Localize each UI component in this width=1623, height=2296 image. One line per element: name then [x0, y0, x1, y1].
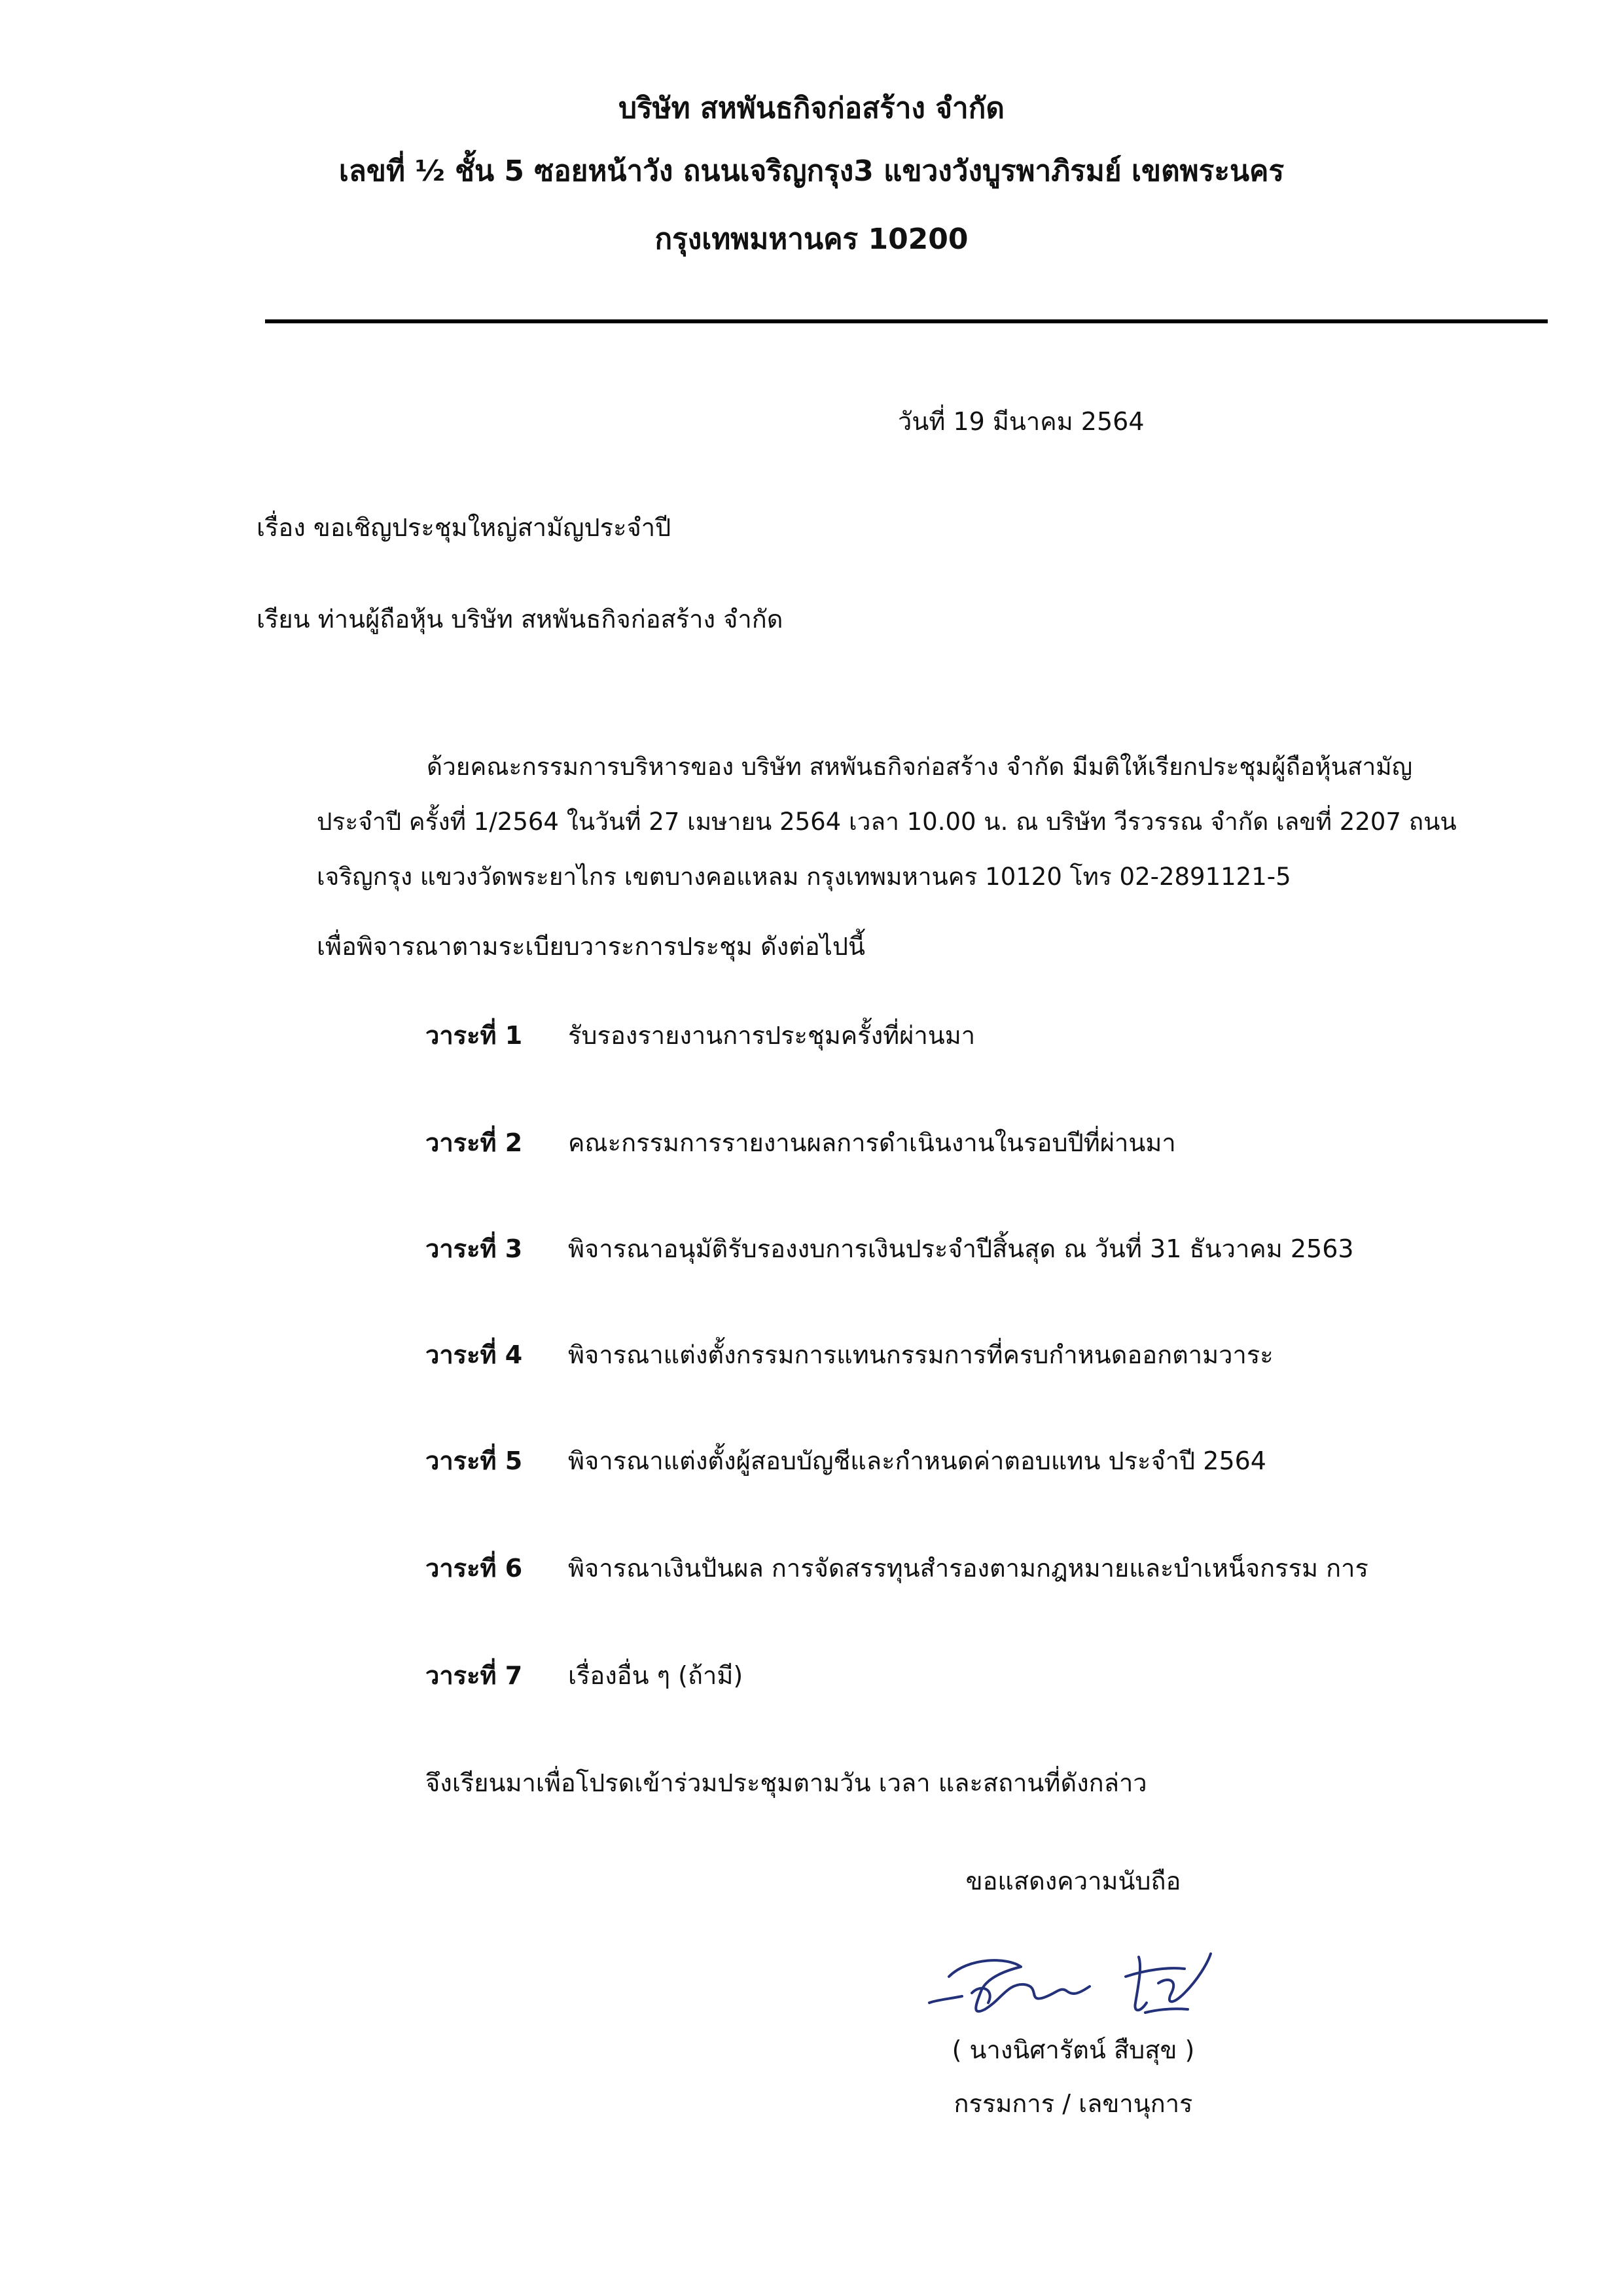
company-name: บริษัท สหพันธกิจก่อสร้าง จำกัด: [618, 92, 1005, 125]
agenda-text: พิจารณาอนุมัติรับรองงบการเงินประจำปีสิ้นสุด ณ วันที่ 31 ธันวาคม 2563: [568, 1234, 1354, 1263]
agenda-item: [425, 1127, 1176, 1159]
body-line-2: ประจำปี ครั้งที่ 1/2564 ในวันที่ 27 เมษายน 2564 เวลา 10.00 น. ณ บริษัท วีรวรรณ จำกัด เลขที่ 2207 ถนน: [317, 808, 1457, 836]
agenda-text: พิจารณาแต่งตั้งผู้สอบบัญชีและกำหนดค่าตอบแทน ประจำปี 2564: [568, 1446, 1266, 1475]
closing-regards: ขอแสดงความนับถือ: [965, 1867, 1181, 1895]
agenda-number: วาระที่ 5: [425, 1446, 523, 1475]
agenda-number: วาระที่ 1: [425, 1021, 523, 1050]
company-city: กรุงเทพมหานคร 10200: [654, 223, 969, 256]
agenda-text: เรื่องอื่น ๆ (ถ้ามี): [568, 1661, 743, 1690]
body-line-3: เจริญกรุง แขวงวัดพระยาไกร เขตบางคอแหลม กรุงเทพมหานคร 10120 โทร 02-2891121-5: [317, 863, 1291, 891]
closing-sentence: จึงเรียนมาเพื่อโปรดเข้าร่วมประชุมตามวัน เวลา และสถานที่ดังกล่าว: [425, 1768, 1147, 1797]
signer-title: กรรมการ / เลขานุการ: [954, 2089, 1193, 2118]
letter-recipient: เรียน ท่านผู้ถือหุ้น บริษัท สหพันธกิจก่อสร้าง จำกัด: [257, 605, 783, 634]
agenda-item: [425, 1020, 975, 1052]
agenda-text: รับรองรายงานการประชุมครั้งที่ผ่านมา: [568, 1021, 976, 1050]
agenda-item: [425, 1445, 1266, 1477]
signer-name: ( นางนิศารัตน์ สืบสุข ): [952, 2036, 1195, 2064]
agenda-number: วาระที่ 4: [425, 1340, 523, 1369]
signature-icon: [910, 1931, 1237, 2036]
letter-date: วันที่ 19 มีนาคม 2564: [898, 407, 1145, 436]
header-divider: [265, 319, 1548, 323]
agenda-text: พิจารณาแต่งตั้งกรรมการแทนกรรมการที่ครบกำหนดออกตามวาระ: [568, 1340, 1274, 1369]
agenda-item: [425, 1339, 1274, 1371]
agenda-intro: เพื่อพิจารณาตามระเบียบวาระการประชุม ดังต่อไปนี้: [317, 932, 865, 961]
agenda-item: [425, 1233, 1354, 1265]
agenda-number: วาระที่ 6: [425, 1554, 523, 1583]
company-address: เลขที่ ½ ชั้น 5 ซอยหน้าวัง ถนนเจริญกรุง3 แขวงวังบูรพาภิรมย์ เขตพระนคร: [338, 154, 1285, 188]
agenda-item: [425, 1660, 743, 1692]
agenda-text: คณะกรรมการรายงานผลการดำเนินงานในรอบปีที่ผ่านมา: [568, 1128, 1176, 1157]
agenda-number: วาระที่ 7: [425, 1661, 523, 1690]
agenda-number: วาระที่ 3: [425, 1234, 523, 1263]
body-line-1: ด้วยคณะกรรมการบริหารของ บริษัท สหพันธกิจก่อสร้าง จำกัด มีมติให้เรียกประชุมผู้ถือหุ้นสามัญ: [427, 753, 1413, 781]
agenda-number: วาระที่ 2: [425, 1128, 523, 1157]
agenda-text: พิจารณาเงินปันผล การจัดสรรทุนสำรองตามกฎหมายและบำเหน็จกรรม การ: [568, 1554, 1368, 1583]
letter-subject: เรื่อง ขอเชิญประชุมใหญ่สามัญประจำปี: [257, 513, 671, 542]
agenda-item: [425, 1552, 1368, 1585]
